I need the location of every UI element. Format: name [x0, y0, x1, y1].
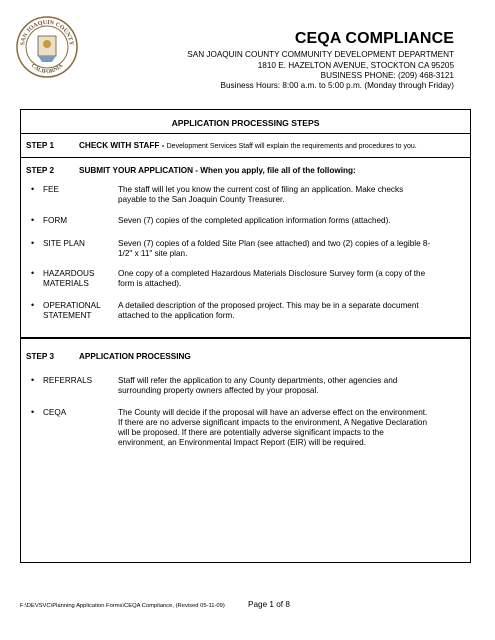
- item-term: FORM: [43, 216, 68, 225]
- step2-title: SUBMIT YOUR APPLICATION - When you apply, file all of the following:: [79, 166, 356, 175]
- bullet-icon: •: [31, 184, 35, 194]
- step2-label: STEP 2: [26, 166, 55, 175]
- item-term: REFERRALS: [43, 376, 93, 385]
- step1-text: Development Services Staff will explain the requirements and procedures to you.: [166, 143, 417, 150]
- item-term: FEE: [43, 185, 59, 194]
- item-term: CEQA: [43, 408, 67, 417]
- item-term: OPERATIONAL: [43, 301, 101, 310]
- step1-row: [79, 141, 417, 153]
- department-phone: BUSINESS PHONE: (209) 468-3121: [320, 71, 454, 80]
- file-path-footer: F:\DEVSVC\Planning Application Forms\CEQA Compliance, (Revised 05-11-09): [20, 603, 225, 609]
- item-term: STATEMENT: [43, 311, 92, 320]
- seal-ring-bottom: CALIFORNIA: [29, 63, 65, 76]
- processing-steps-table: [20, 109, 471, 563]
- step3-label: STEP 3: [26, 352, 55, 361]
- page-title: CEQA COMPLIANCE: [294, 30, 454, 47]
- bullet-icon: •: [31, 268, 35, 278]
- item-desc-line: The staff will let you know the current cost of filing an application. Make checks: [118, 185, 404, 194]
- item-desc-line: The County will decide if the proposal will have an adverse effect on the environment.: [118, 408, 428, 417]
- item-desc-line: environment, an Environmental Impact Report (EIR) will be required.: [118, 438, 367, 447]
- item-desc-line: Seven (7) copies of a folded Site Plan (see attached) and two (2) copies of a legible 8-: [118, 239, 431, 248]
- divider: [21, 337, 470, 339]
- item-desc-line: payable to the San Joaquin County Treasurer.: [118, 195, 285, 204]
- table-heading: APPLICATION PROCESSING STEPS: [171, 118, 320, 128]
- item-desc-line: A detailed description of the proposed project. This may be in a separate document: [118, 301, 419, 310]
- item-desc-line: will be proposed. If there are potentially adverse significant impacts to the: [118, 428, 384, 437]
- item-desc-line: surrounding property owners affected by your proposal.: [118, 386, 319, 395]
- item-desc-line: If there are no adverse significant impacts to the environment, A Negative Declaration: [118, 418, 428, 427]
- item-desc-line: Staff will refer the application to any County departments, other agencies and: [118, 376, 398, 385]
- bullet-icon: •: [31, 407, 35, 417]
- bullet-icon: •: [31, 300, 35, 310]
- bullet-icon: •: [31, 375, 35, 385]
- svg-text:CALIFORNIA: [30, 63, 64, 75]
- item-desc-line: form is attached).: [118, 279, 182, 288]
- seal-ring-top: SAN JOAQUIN COUNTY: [20, 19, 75, 46]
- department-name: SAN JOAQUIN COUNTY COMMUNITY DEVELOPMENT DEPARTMENT: [187, 50, 454, 59]
- county-seal-logo: [16, 16, 78, 78]
- item-desc-line: attached to the application form.: [118, 311, 235, 320]
- item-term: SITE PLAN: [43, 239, 85, 248]
- item-desc-line: 1/2" x 11" site plan.: [118, 249, 188, 258]
- business-hours: Business Hours: 8:00 a.m. to 5:00 p.m. (Monday through Friday): [220, 81, 454, 90]
- step1-title: CHECK WITH STAFF -: [79, 141, 167, 150]
- bullet-icon: •: [31, 215, 35, 225]
- bullet-icon: •: [31, 238, 35, 248]
- item-term: HAZARDOUS: [43, 269, 95, 278]
- item-desc-line: One copy of a completed Hazardous Materials Disclosure Survey form (a copy of the: [118, 269, 426, 278]
- department-address: 1810 E. HAZELTON AVENUE, STOCKTON CA 95205: [257, 61, 454, 70]
- step1-label: STEP 1: [26, 141, 55, 150]
- divider: [21, 157, 470, 158]
- page-number: Page 1 of 8: [248, 600, 290, 609]
- item-desc-line: Seven (7) copies of the completed application information forms (attached).: [118, 216, 391, 225]
- item-term: MATERIALS: [43, 279, 89, 288]
- step3-title: APPLICATION PROCESSING: [79, 352, 191, 361]
